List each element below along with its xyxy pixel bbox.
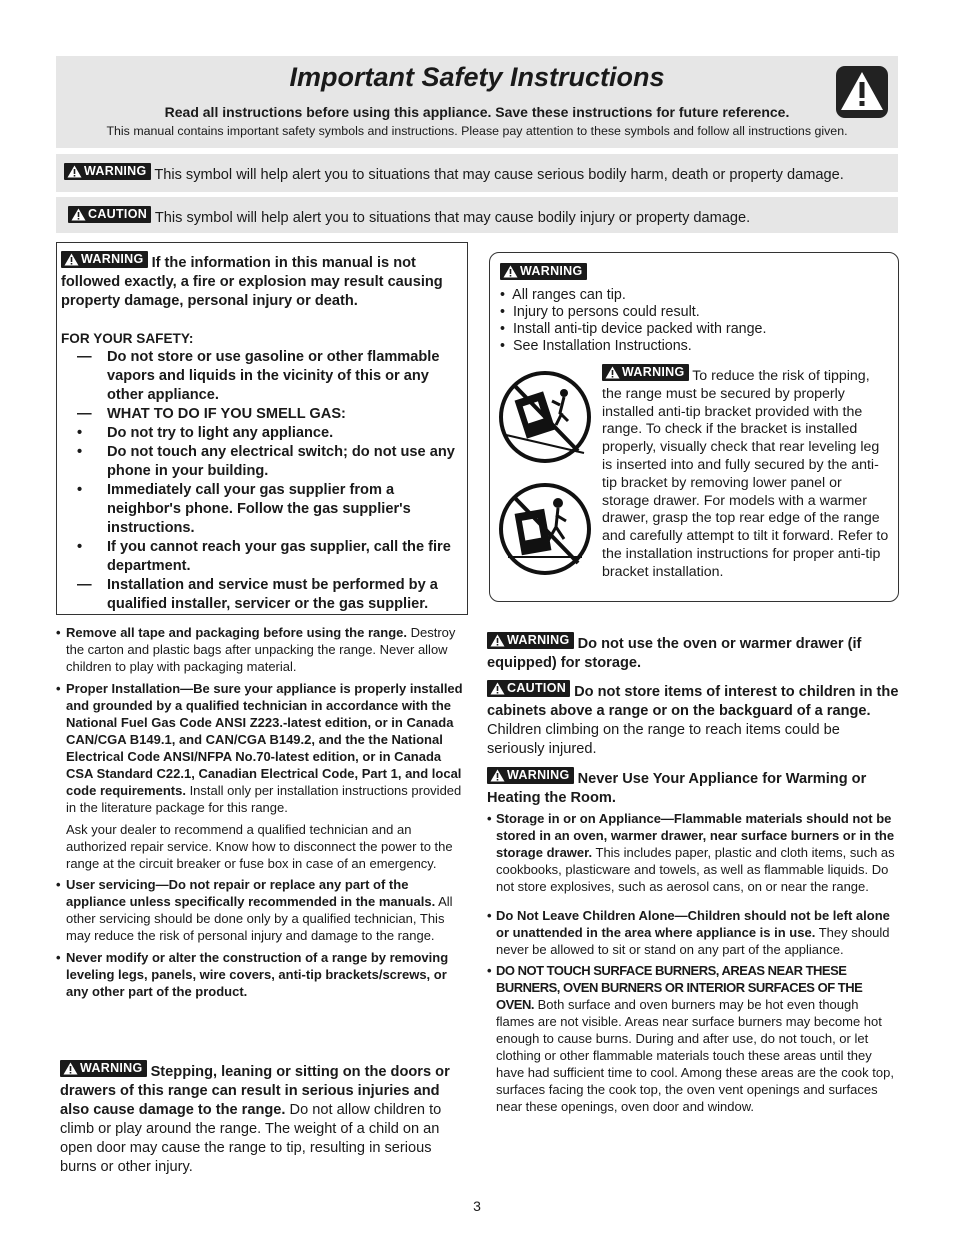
children-caution: CAUTION Do not store items of interest to children in the cabinets above a range or on the backguard of a range. Children climbing on the range to reach items could be seriously injured. [487, 681, 899, 757]
gas-warning-lead: WARNING If the information in this manual is not followed exactly, a fire or explosion may result causing property damage, personal injury or death. [61, 252, 443, 309]
for-your-safety-heading: FOR YOUR SAFETY: [61, 331, 194, 346]
list-item: • DO NOT TOUCH SURFACE BURNERS, AREAS NEAR THESE BURNERS, OVEN BURNERS OR INTERIOR SURFACES OF THE OVEN. Both surface and oven burners may be hot even though flames are not visible. Areas near surface burners may become hot enough to cause burns. During and after use, do not touch, or let clothing or other flammable materials touch these areas until they have had sufficient time to cool. Among these areas are the cook top, surfaces facing the cook top, the oven vent openings and surfaces near these openings, oven door and window. [487, 963, 894, 1114]
warning-badge: WARNING [64, 163, 151, 180]
list-item: • Do Not Leave Children Alone—Children should not be left alone or unattended in the area where appliance is in use. They should never be allowed to sit or stand on any part of the appliance. [487, 908, 890, 957]
list-item: • Never modify or alter the construction of a range by removing leveling legs, panels, wire covers, anti-tip brackets/screws, or any other part of the product. [56, 950, 449, 999]
anti-tip-detail: WARNING To reduce the risk of tipping, the range must be secured by properly installed anti-tip bracket provided with the range. To check if the bracket is installed properly, visually check that rear leveling leg is inserted into and fully secured by the anti-tip bracket by removing lower panel or storage drawer. For models with a warmer drawer, grasp the top rear edge of the range and carefully attempt to tilt it forward. Refer to the installation instructions for proper anti-tip bracket installation. [602, 365, 889, 580]
list-item: • See Installation Instructions. [500, 338, 692, 354]
list-item: • Immediately call your gas supplier from a neighbor's phone. Follow the gas supplier's instructions. [77, 482, 411, 536]
child-on-door-icon [498, 477, 592, 582]
warning-symbol-row [64, 163, 898, 183]
list-item: • User servicing—Do not repair or replace any part of the appliance unless specifically recommended in the manuals. All other servicing should be done only by a qualified technician, This may reduce the risk of personal injury and damage to the range. [56, 877, 453, 943]
heating-warning: WARNING Never Use Your Appliance for Warming or Heating the Room. [487, 768, 867, 806]
list-item: — Installation and service must be performed by a qualified installer, servicer or the gas supplier. [77, 577, 438, 612]
caution-symbol-band [56, 197, 898, 233]
read-instructions-line: Read all instructions before using this appliance. Save these instructions for future reference. [164, 104, 790, 120]
list-item: • Storage in or on Appliance—Flammable materials should not be stored in an oven, warmer drawer, near surface burners or in the storage drawer. This includes paper, plastic and cloth items, such as cookbooks, plasticware and towels, as well as flammable liquids. Do not store explosives, such as aerosol cans, on or near the range. [487, 811, 895, 894]
list-item: • All ranges can tip. [500, 287, 626, 303]
list-item: • If you cannot reach your gas supplier, call the fire department. [77, 539, 451, 574]
list-item: • Proper Installation—Be sure your appliance is properly installed and grounded by a qualified technician in accordance with the National Fuel Gas Code ANSI Z223.-latest edition, or in Canada CAN/CGA B149.1, and CAN/CGA B149.2, and the the National Electrical Code ANSI/NFPA No.70-latest edition, or in Canada CSA Standard C22.1, Canadian Electrical Code, Part 1, and local code requirements. Install only per installation instructions provided in the literature package for this range. [56, 681, 463, 815]
warning-badge: WARNING [487, 767, 574, 784]
list-item: • Do not try to light any appliance. [77, 425, 334, 441]
list-item: • Install anti-tip device packed with range. [500, 321, 767, 337]
warning-badge: WARNING [60, 1060, 147, 1077]
page-number: 3 [473, 1198, 481, 1214]
caution-symbol-row [68, 206, 898, 226]
stepping-warning: WARNING Stepping, leaning or sitting on the doors or drawers of this range can result in serious injuries and also cause damage to the range. Do not allow children to climb or play around the range. The weight of a child on an open door may cause the range to tip, resulting in serious burns or other injury. [60, 1061, 450, 1175]
left-safety-list [56, 624, 468, 1000]
dealer-paragraph: Ask your dealer to recommend a qualified technician and an authorized repair service. Know how to disconnect the power to the range at the circuit breaker or fuse box in case of an emergency. [66, 822, 453, 871]
manual-symbols-line: This manual contains important safety symbols and instructions. Please pay attention to these symbols and follow all instructions given. [106, 124, 848, 138]
warning-badge: WARNING [487, 632, 574, 649]
list-item: — Do not store or use gasoline or other flammable vapors and liquids in the vicinity of this or any other appliance. [77, 349, 440, 403]
warning-badge: WARNING [602, 364, 689, 381]
page-title: Important Safety Instructions [289, 62, 665, 92]
warning-badge: WARNING [500, 263, 587, 280]
tipping-range-icon [498, 365, 592, 470]
gas-warning-box [56, 242, 468, 615]
caution-badge: CAUTION [68, 206, 151, 223]
warning-badge: WARNING [61, 251, 148, 268]
list-item: — WHAT TO DO IF YOU SMELL GAS: [77, 406, 346, 422]
warning-symbol-band [56, 154, 898, 192]
storage-warning: WARNING Do not use the oven or warmer drawer (if equipped) for storage. [487, 633, 862, 671]
warning-symbol-text: This symbol will help alert you to situations that may cause serious bodily harm, death or property damage. [154, 167, 844, 183]
right-safety-list [487, 810, 899, 1115]
header-band [56, 56, 898, 148]
caution-badge: CAUTION [487, 680, 570, 697]
list-item: • Injury to persons could result. [500, 304, 700, 320]
anti-tip-bullets [500, 287, 766, 355]
list-item: • Do not touch any electrical switch; do not use any phone in your building. [77, 444, 455, 479]
list-item: • Remove all tape and packaging before using the range. Destroy the carton and plastic bags after unpacking the range. Never allow children to play with packaging material. [56, 625, 456, 674]
anti-tip-box [489, 252, 899, 602]
gas-safety-list [61, 348, 459, 614]
caution-symbol-text: This symbol will help alert you to situations that may cause bodily injury or property damage. [154, 210, 751, 226]
